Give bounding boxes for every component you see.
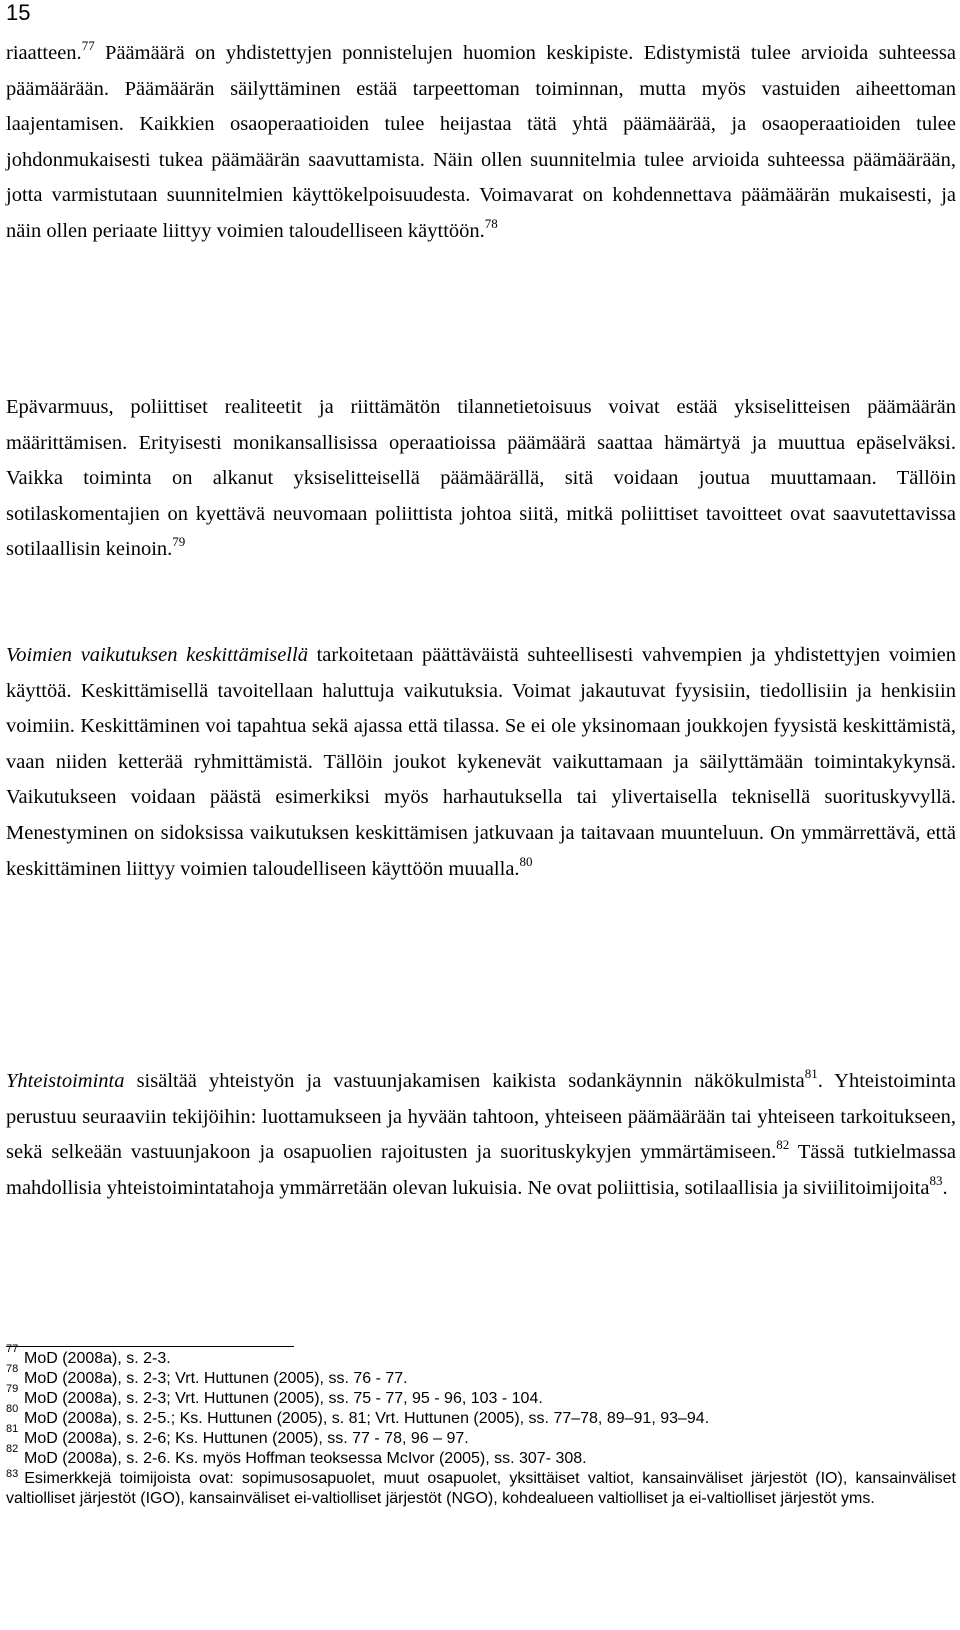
paragraph-text: sisältää yhteistyön ja vastuunjakamisen kaikista sodankäynnin näkökulmista [124,1070,805,1092]
paragraph-objective [6,36,956,250]
footnote [6,1403,956,1429]
paragraph-cooperation [6,1064,956,1206]
paragraph-text: tarkoitetaan päättäväistä suhteellisesti vahvempien ja yhdistettyjen voimien käyttöä. Keskittämisellä tavoitellaan haluttuja vaikutuksia. Voimat jakautuvat fyysisiin, tiedollisiin ja henkisiin voimiin. Keskittäminen voi tapahtua sekä ajassa että tilassa. Se ei ole yksinomaan joukkojen fyysistä keskittämistä, vaan niiden ketterää ryhmittämistä. Tällöin joukot kykenevät vaikuttamaan ja säilyttämään toimintakykynsä. Vaikutukseen voidaan päästä esimerkiksi myös harhautuksella tai ylivertaisella teknisellä suorituskyvyllä. Menestyminen on sidoksissa vaikutuksen keskittämisen jatkuvaan ja taitavaan muunteluun. On ymmärrettävä, että keskittäminen liittyy voimien taloudelliseen käyttöön muualla. [6,644,957,880]
footnote-number: 78 [6,1363,19,1375]
footnote-ref[interactable]: 79 [172,534,186,550]
footnote-ref[interactable]: 77 [81,38,95,53]
footnote-ref[interactable]: 78 [484,215,498,231]
defined-term: Voimien vaikutuksen keskittämisellä [6,644,308,666]
footnote-text: MoD (2008a), s. 2-3. [24,1350,171,1367]
footnote-ref[interactable]: 83 [929,1172,943,1188]
paragraph-text: Epävarmuus, poliittiset realiteetit ja riittämätön tilannetietoisuus voivat estää yksiselitteisen päämäärän määrittämisen. Erityisesti monikansallisissa operaatioissa päämäärä saattaa hämärtyä ja muuttua epäselväksi. Vaikka toiminta on alkanut yksiselitteisellä päämäärällä, sitä voidaan joutua muuttamaan. Tällöin sotilaskomentajien on kyettävä neuvomaan poliittista johtoa siitä, mitkä poliittiset tavoitteet ovat saavutettavissa sotilaallisin keinoin. [6,396,956,561]
footnote [6,1443,956,1469]
footnote-separator [6,1346,294,1347]
footnote [6,1469,956,1509]
footnote-text: MoD (2008a), s. 2-6; Ks. Huttunen (2005), ss. 77 - 78, 96 – 97. [24,1430,469,1447]
footnote-number: 81 [6,1423,19,1435]
footnote-text: MoD (2008a), s. 2-6. Ks. myös Hoffman teoksessa McIvor (2005), ss. 307- 308. [24,1450,587,1467]
footnote-number: 82 [6,1443,19,1455]
footnote-ref[interactable]: 81 [804,1066,818,1081]
footnote-ref[interactable]: 82 [776,1137,790,1153]
footnote-number: 79 [6,1383,19,1395]
footnote-number: 83 [6,1468,19,1480]
paragraph-text: Päämäärä on yhdistettyjen ponnistelujen huomion keskipiste. Edistymistä tulee arvioida suhteessa päämäärään. Päämäärän säilyttäminen estää tarpeettoman toiminnan, mutta myös vastuiden aiheettoman laajentamisen. Kaikkien osaoperaatioiden tulee heijastaa tätä yhtä päämäärää, ja osaoperaatioiden tulee johdonmukaisesti tukea päämäärän saavuttamista. Näin ollen suunnitelmia tulee arvioida suhteessa päämäärään, jotta varmistutaan suunnitelmien käyttökelpoisuudesta. Voimavarat on kohdennettava päämäärän mukaisesti, ja näin ollen periaate liittyy voimien taloudelliseen käyttöön. [6,42,956,242]
paragraph-text: . [942,1176,948,1199]
paragraph-concentration [6,638,956,887]
defined-term: Yhteistoiminta [6,1070,125,1092]
footnote [6,1423,956,1449]
footnote-text: Esimerkkejä toimijoista ovat: sopimusosapuolet, muut osapuolet, yksittäiset valtiot, kansainväliset järjestöt (IO), kansainväliset valtiolliset järjestöt (IGO), kansainväliset ei-valtiolliset järjestöt (NGO), kohdealueen valtiolliset ja ei-valtiolliset järjestöt yms. [6,1470,956,1507]
footnotes [6,1343,956,1509]
footnote-text: MoD (2008a), s. 2-3; Vrt. Huttunen (2005), ss. 76 - 77. [24,1370,408,1387]
footnote [6,1363,956,1389]
page-number: 15 [6,0,31,25]
paragraph-text: riaatteen. [6,42,82,64]
footnote-ref[interactable]: 80 [519,853,533,869]
footnote [6,1383,956,1409]
footnote [6,1343,956,1369]
paragraph-text: . Yhteistoiminta perustuu seuraaviin tekijöihin: luottamukseen ja hyvään tahtoon, yhteiseen päämäärään tai yhteiseen tarkoitukseen, sekä selkeään vastuunjakoon ja osapuolien rajoitusten ja suorituskykyjen ymmärtämiseen. [6,1070,956,1164]
paragraph-uncertainty [6,390,956,568]
footnote-number: 77 [6,1343,19,1355]
footnote-text: MoD (2008a), s. 2-3; Vrt. Huttunen (2005), ss. 75 - 77, 95 - 96, 103 - 104. [24,1390,543,1407]
footnote-number: 80 [6,1403,19,1415]
footnote-text: MoD (2008a), s. 2-5.; Ks. Huttunen (2005), s. 81; Vrt. Huttunen (2005), ss. 77–78, 89–91, 93–94. [24,1410,710,1427]
paragraph-text: Tässä tutkielmassa mahdollisia yhteistoimintatahoja ymmärretään olevan lukuisia. Ne ovat poliittisia, sotilaallisia ja siviilitoimijoita [6,1141,956,1199]
